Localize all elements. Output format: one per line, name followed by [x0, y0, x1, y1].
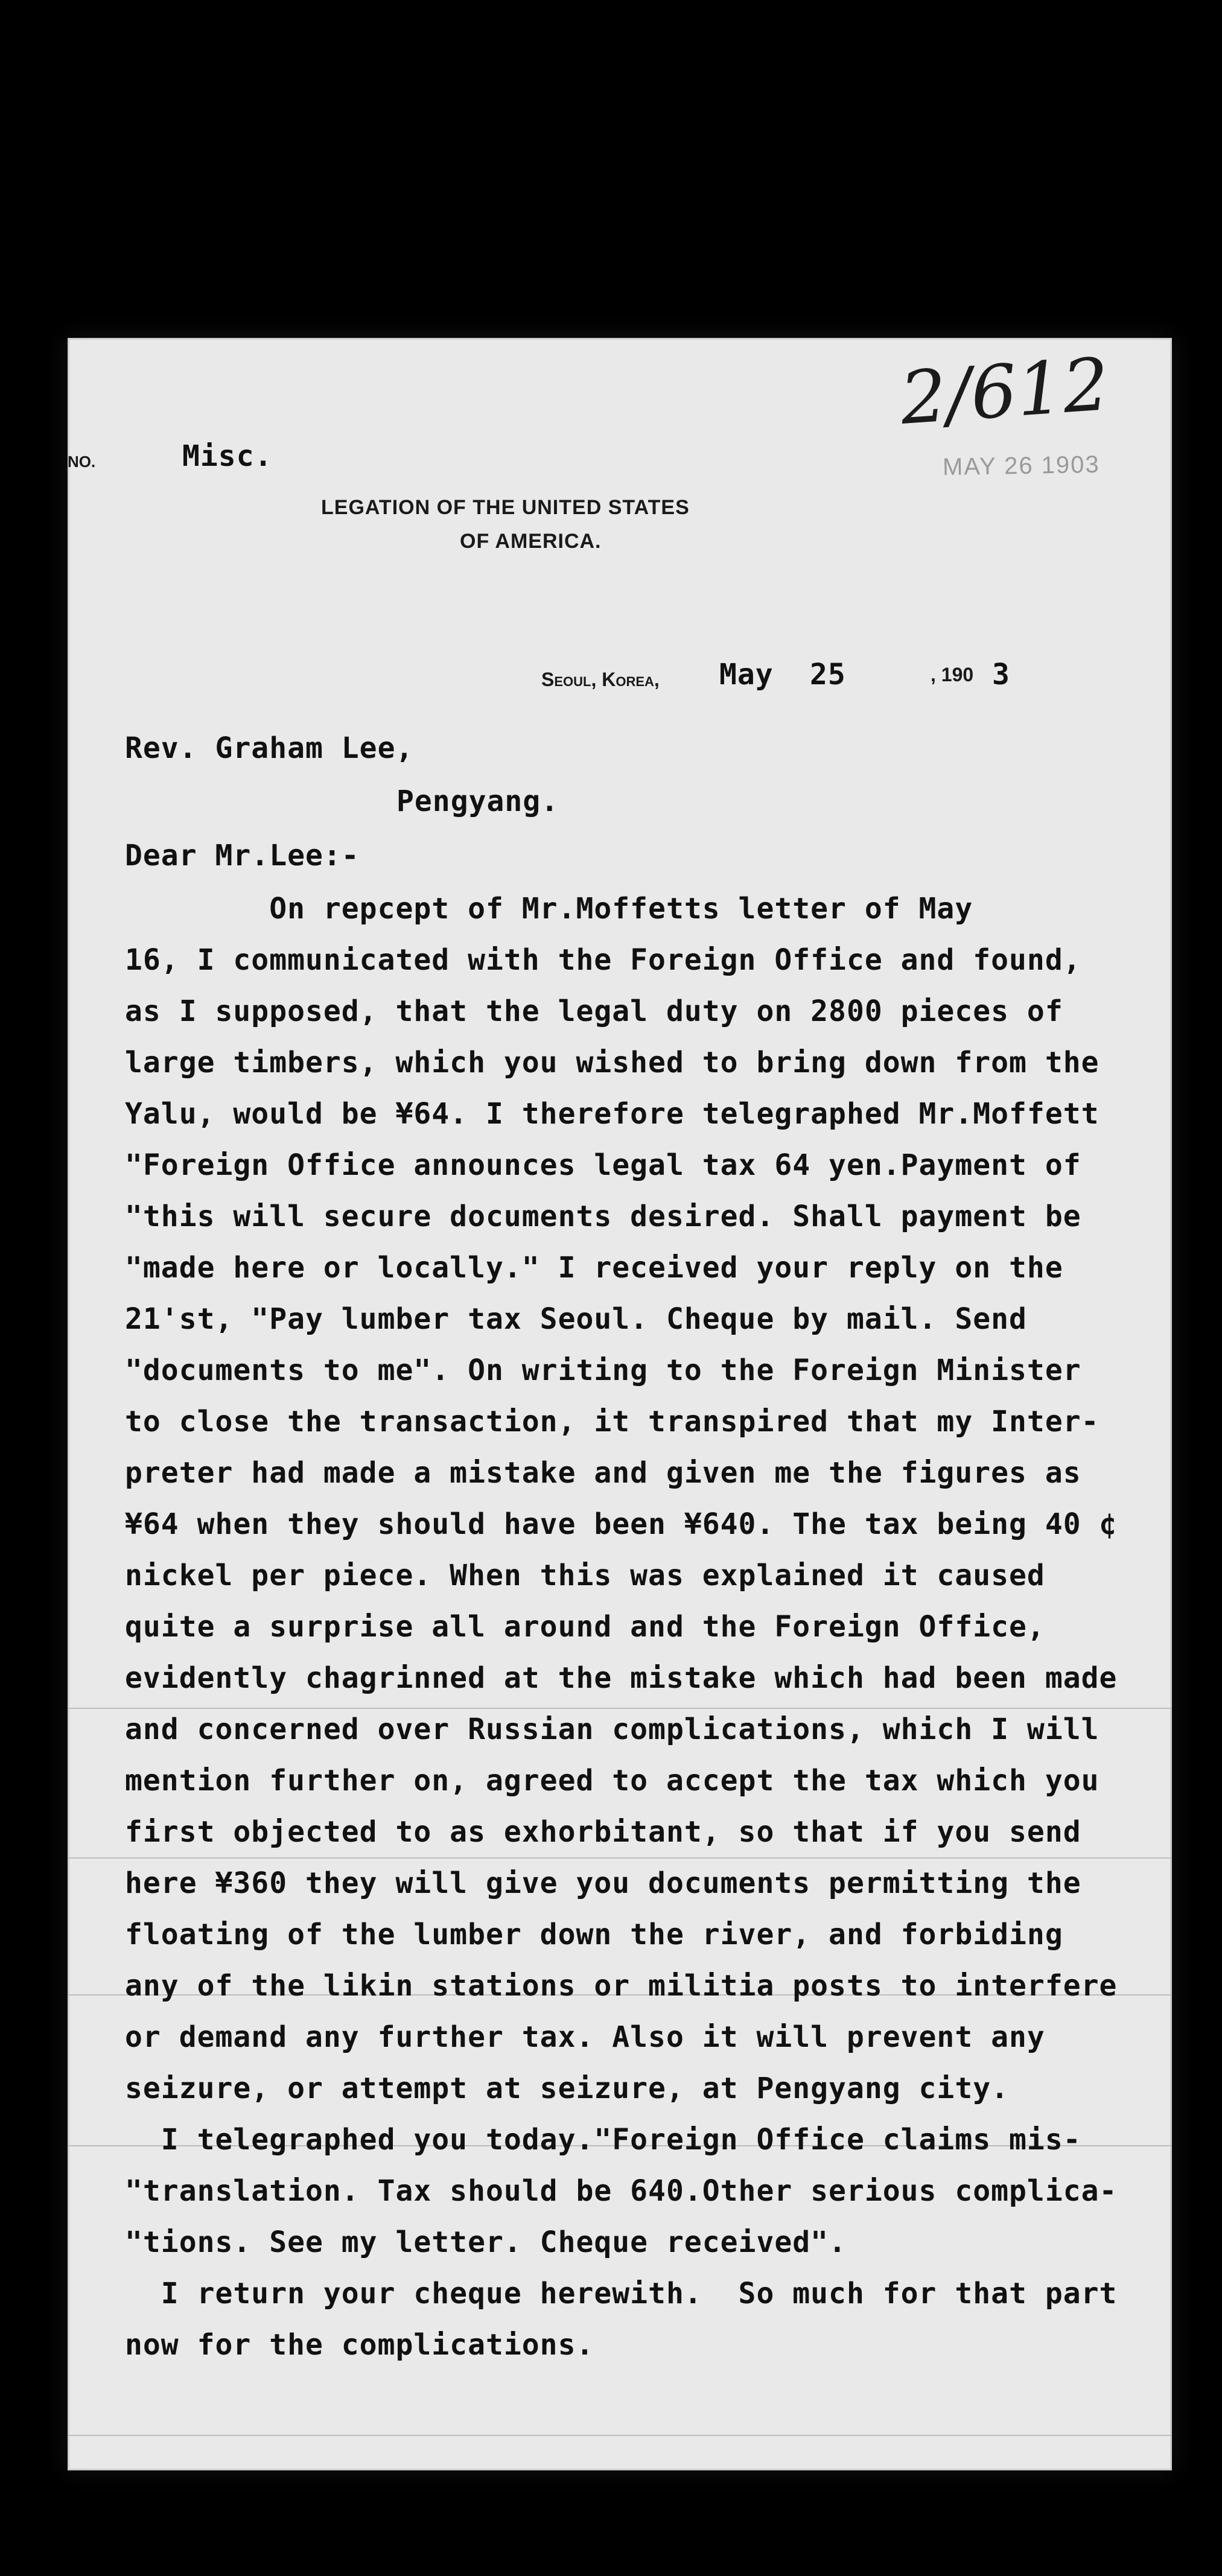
body-line: I return your cheque herewith. So much for that part	[125, 2277, 1118, 2310]
salutation: Dear Mr.Lee:-	[125, 839, 360, 873]
body-line: large timbers, which you wished to bring down from the	[125, 1046, 1099, 1080]
letter-page	[68, 338, 1172, 2470]
addressee-place: Pengyang.	[396, 784, 559, 818]
letterhead-title: LEGATION OF THE UNITED STATES	[321, 496, 690, 519]
file-classification: Misc.	[182, 439, 273, 473]
body-line: preter had made a mistake and given me the figures as	[125, 1456, 1081, 1490]
body-line: first objected to as exhorbitant, so that if you send	[125, 1815, 1081, 1849]
scan-rule-line	[68, 1708, 1172, 1709]
body-line: "documents to me". On writing to the Foreign Minister	[125, 1353, 1081, 1387]
body-line: ¥64 when they should have been ¥640. The tax being 40 ¢	[125, 1507, 1118, 1541]
handwritten-file-number: 2/612	[897, 343, 1112, 441]
body-line: nickel per piece. When this was explained it caused	[125, 1559, 1045, 1592]
body-line: seizure, or attempt at seizure, at Pengyang city.	[125, 2072, 1010, 2105]
body-line: quite a surprise all around and the Foreign Office,	[125, 1610, 1045, 1644]
number-label: NO.	[68, 453, 96, 471]
body-line: 16, I communicated with the Foreign Office and found,	[125, 943, 1081, 977]
body-line: On repcept of Mr.Moffetts letter of May	[125, 892, 973, 926]
body-line: here ¥360 they will give you documents permitting the	[125, 1866, 1081, 1900]
body-line: Yalu, would be ¥64. I therefore telegraphed Mr.Moffett	[125, 1097, 1099, 1131]
scan-rule-line	[68, 1857, 1172, 1859]
scan-rule-line	[68, 2435, 1172, 2436]
addressee-name: Rev. Graham Lee,	[125, 731, 414, 765]
body-line: I telegraphed you today."Foreign Office claims mis-	[125, 2123, 1081, 2157]
dateline-year-suffix: 3	[992, 658, 1010, 692]
body-line: "Foreign Office announces legal tax 64 yen.Payment of	[125, 1148, 1081, 1182]
body-line: mention further on, agreed to accept the tax which you	[125, 1764, 1099, 1798]
body-line: "tions. See my letter. Cheque received".	[125, 2225, 847, 2259]
body-line: floating of the lumber down the river, and forbiding	[125, 1918, 1063, 1951]
dateline-place: Seoul, Korea,	[541, 669, 660, 690]
dateline-day: 25	[810, 658, 846, 692]
body-line: or demand any further tax. Also it will prevent any	[125, 2020, 1045, 2054]
body-line: and concerned over Russian complications, which I will	[125, 1713, 1099, 1746]
body-line: "made here or locally." I received your reply on the	[125, 1251, 1063, 1285]
body-line: now for the complications.	[125, 2328, 594, 2362]
body-line: 21'st, "Pay lumber tax Seoul. Cheque by mail. Send	[125, 1302, 1027, 1336]
body-line: evidently chagrinned at the mistake which had been made	[125, 1661, 1118, 1695]
dateline-year-prefix: , 190	[931, 664, 974, 685]
body-line: to close the transaction, it transpired that my Inter-	[125, 1405, 1099, 1439]
body-line: "translation. Tax should be 640.Other serious complica-	[125, 2174, 1118, 2208]
body-line: as I supposed, that the legal duty on 2800 pieces of	[125, 994, 1063, 1028]
letterhead-subtitle: OF AMERICA.	[460, 530, 602, 553]
received-date-stamp: MAY 26 1903	[942, 451, 1101, 481]
body-line: any of the likin stations or militia posts to interfere	[125, 1969, 1118, 2003]
body-line: "this will secure documents desired. Shall payment be	[125, 1200, 1081, 1233]
dateline-month: May	[719, 658, 774, 692]
